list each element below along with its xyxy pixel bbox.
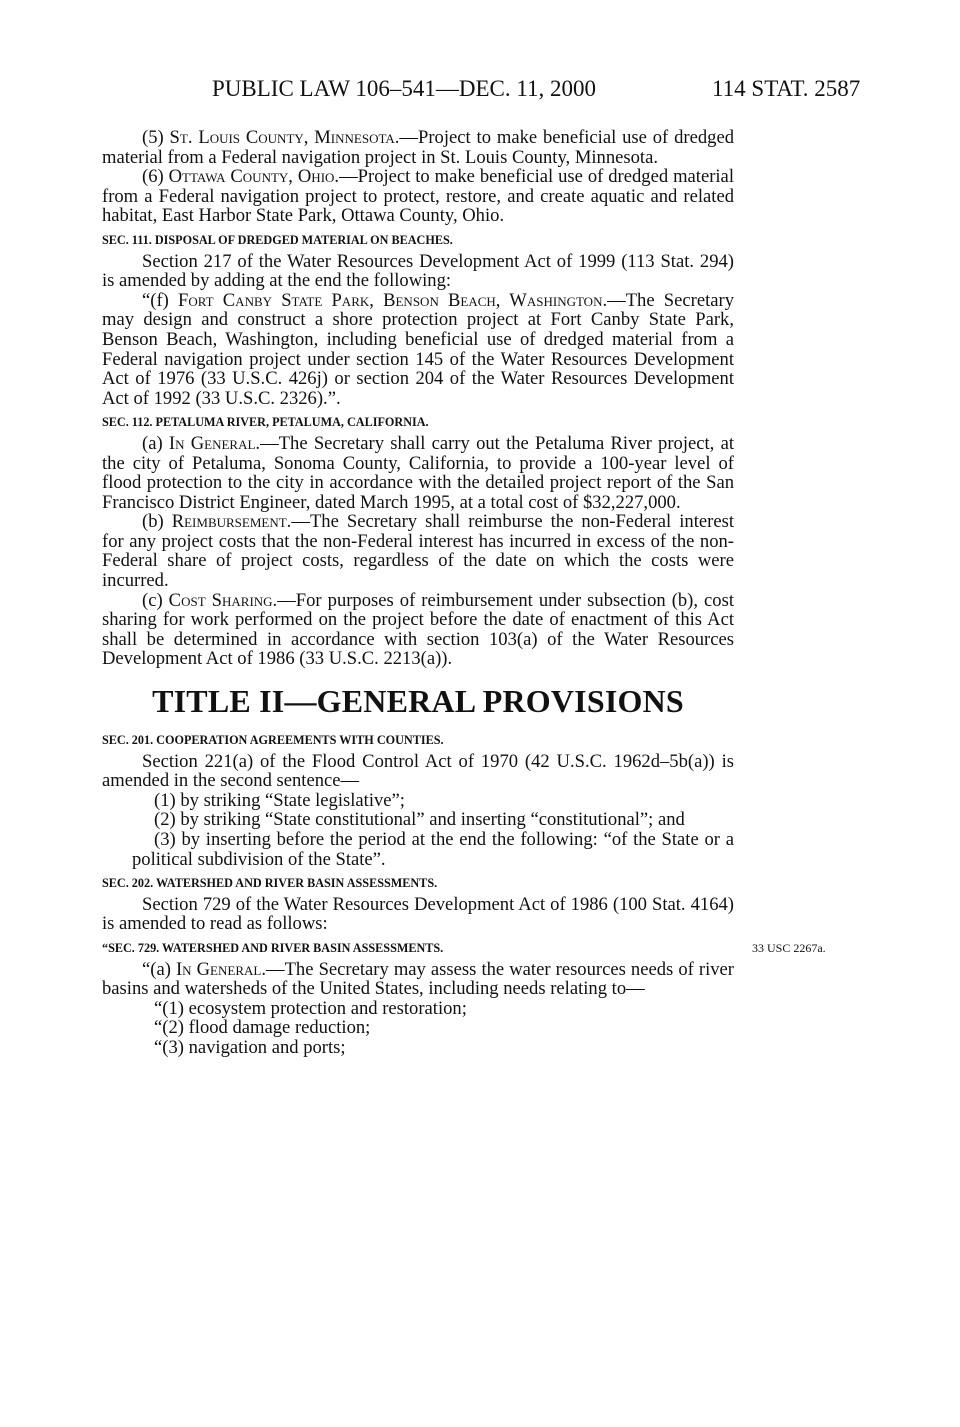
- section-729-item-3: “(3) navigation and ports;: [154, 1036, 346, 1058]
- paragraph-lead: (c): [142, 589, 169, 611]
- paragraph-heading: Cost Sharing.: [168, 589, 278, 611]
- section-729-item-1: “(1) ecosystem protection and restoration;: [154, 997, 467, 1019]
- section-202-text: Section 729 of the Water Resources Development Act of 1986 (100 Stat. 4164) is amended to read as follows:: [102, 893, 734, 935]
- paragraph-lead: (b): [142, 511, 172, 533]
- paragraph-heading: Fort Canby State Park, Benson Beach, Washington.: [178, 289, 608, 311]
- section-112-a: [102, 434, 734, 512]
- section-729-item-2: “(2) flood damage reduction;: [154, 1017, 371, 1039]
- paragraph-heading: St. Louis County, Minnesota.: [169, 127, 400, 148]
- paragraph-lead: “(a): [142, 958, 176, 980]
- paragraph-5: [102, 128, 734, 167]
- paragraph-lead: (5): [142, 127, 170, 148]
- section-heading-201: SEC. 201. COOPERATION AGREEMENTS WITH COUNTIES.: [102, 733, 444, 748]
- paragraph-heading: In General.: [168, 432, 261, 454]
- paragraph-heading: In General.: [175, 958, 266, 980]
- section-111-subsection-f: [102, 291, 734, 409]
- paragraph-6: [102, 167, 734, 226]
- section-heading-112: SEC. 112. PETALUMA RIVER, PETALUMA, CALIFORNIA.: [102, 415, 429, 430]
- section-201-item-1: (1) by striking “State legislative”;: [154, 789, 405, 811]
- section-heading-111: SEC. 111. DISPOSAL OF DREDGED MATERIAL ON BEACHES.: [102, 232, 453, 247]
- paragraph-lead: “(f): [142, 289, 179, 311]
- section-729-heading-row: [102, 939, 826, 959]
- paragraph-text: —The Secretary shall reimburse the non-Federal interest for any project costs that the non-Federal interest has incurred in excess of the non-Federal share of project costs, regardless of the date on which the costs were incurred.: [102, 511, 734, 592]
- margin-citation: 33 USC 2267a.: [752, 940, 826, 955]
- paragraph-text: —The Secretary shall carry out the Petaluma River project, at the city of Petaluma, Sonoma County, California, to provide a 100-year level of flood protection to the city in accordance with the detailed project report of the San Francisco District Engineer, dated March 1995, at a total cost of $32,227,000.: [102, 432, 734, 513]
- section-112-c: [102, 591, 734, 669]
- section-heading-729: “SEC. 729. WATERSHED AND RIVER BASIN ASSESSMENTS.: [102, 940, 444, 955]
- section-heading-202: SEC. 202. WATERSHED AND RIVER BASIN ASSESSMENTS.: [102, 876, 438, 891]
- paragraph-text: —For purposes of reimbursement under subsection (b), cost sharing for work performed on the project before the date of enactment of this Act shall be determined in accordance with section 103(a) of the Water Resources Development Act of 1986 (33 U.S.C. 2213(a)).: [102, 589, 734, 670]
- section-201-item-3: (3) by inserting before the period at the end the following: “of the State or a political subdivision of the State”.: [132, 829, 734, 870]
- paragraph-text: —The Secretary may assess the water resources needs of river basins and watersheds of the United States, including needs relating to—: [102, 958, 734, 1000]
- section-201-item-2: (2) by striking “State constitutional” and inserting “constitutional”; and: [154, 809, 685, 831]
- running-header-title: PUBLIC LAW 106–541—DEC. 11, 2000: [212, 76, 597, 101]
- paragraph-text: —The Secretary may design and construct a shore protection project at Fort Canby State Park, Benson Beach, Washington, including beneficial use of dredged material from a Federal navigation project under section 145 of the Water Resources Development Act of 1976 (33 U.S.C. 426j) or section 204 of the Water Resources Development Act of 1992 (33 U.S.C. 2326).”.: [102, 289, 734, 409]
- paragraph-heading: Ottawa County, Ohio.: [168, 166, 340, 188]
- paragraph-text: —Project to make beneficial use of dredged material from a Federal navigation project in St. Louis County, Minnesota.: [102, 127, 734, 168]
- paragraph-text: —Project to make beneficial use of dredged material from a Federal navigation project to protect, restore, and create aquatic and related habitat, East Harbor State Park, Ottawa County, Ohio.: [102, 166, 734, 227]
- paragraph-lead: (a): [142, 432, 169, 454]
- document-body: [102, 127, 826, 1058]
- paragraph-lead: (6): [142, 166, 169, 188]
- section-729-a: [102, 960, 734, 999]
- title-heading: TITLE II—GENERAL PROVISIONS: [152, 683, 684, 720]
- section-111-text: Section 217 of the Water Resources Development Act of 1999 (113 Stat. 294) is amended by adding at the end the following:: [102, 250, 734, 292]
- section-201-text: Section 221(a) of the Flood Control Act of 1970 (42 U.S.C. 1962d–5b(a)) is amended in the second sentence—: [102, 750, 734, 792]
- paragraph-heading: Reimbursement.: [171, 511, 292, 533]
- running-header-page: 114 STAT. 2587: [712, 76, 861, 101]
- section-112-b: [102, 512, 734, 590]
